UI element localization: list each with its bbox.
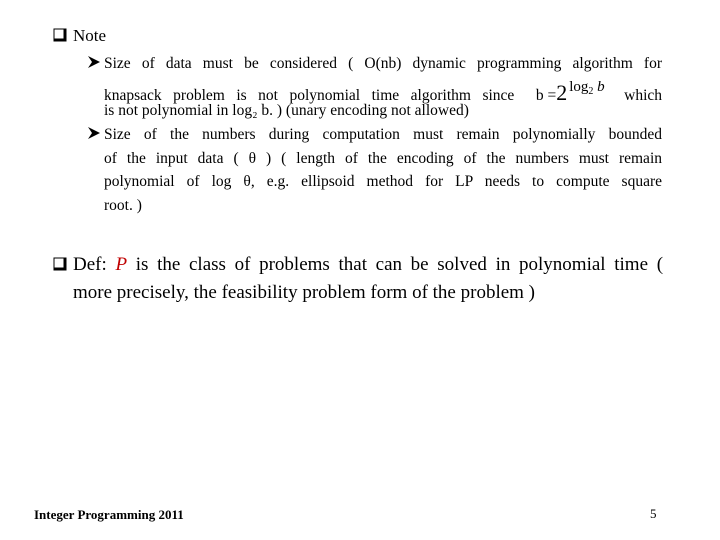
sub1-line2-after: which — [624, 86, 663, 104]
math-exp-sub: 2 — [588, 85, 594, 97]
sub1-line3: is not polynomial in log₂ b. ) (unary encoding not allowed) — [104, 102, 469, 119]
p-symbol: P — [115, 254, 128, 275]
sub1-line2-before: knapsack problem is not polynomial time algorithm since — [104, 86, 515, 104]
math-base: 2 — [556, 79, 568, 105]
checkbox-bullet-icon — [53, 28, 67, 42]
definition-label: Def: — [73, 254, 107, 275]
sub1-line1: Size of data must be considered ( O(nb) dynamic programming algorithm for — [104, 55, 662, 72]
arrow-bullet-icon — [87, 126, 101, 140]
note-subpoint-data-size — [87, 52, 662, 123]
checkbox-bullet-icon — [53, 257, 67, 271]
definition-line1-rest: is the class of problems that can be solved in polynomial time ( — [135, 254, 664, 275]
math-b-eq: b = — [535, 86, 557, 104]
footer-title: Integer Programming 2011 — [34, 507, 184, 522]
sub2-line4: root. ) — [104, 196, 142, 214]
page-number: 5 — [650, 506, 657, 521]
note-heading — [53, 25, 106, 47]
math-exp-log: log — [569, 78, 589, 95]
arrow-bullet-icon — [87, 55, 101, 69]
sub2-line1: Size of the numbers during computation must remain polynomially bounded — [104, 126, 662, 143]
math-b-equals-2-log2-b — [536, 76, 605, 108]
math-exp-var: b — [597, 78, 605, 95]
sub2-line2: of the input data ( θ ) ( length of the encoding of the numbers must remain — [104, 149, 662, 167]
sub2-line3: polynomial of log θ, e.g. ellipsoid method for LP needs to compute square — [104, 173, 662, 190]
note-subpoint-number-size — [87, 123, 662, 217]
definition-p — [53, 251, 663, 307]
definition-line2: more precisely, the feasibility problem form of the problem ) — [73, 282, 536, 303]
note-label: Note — [73, 26, 107, 45]
